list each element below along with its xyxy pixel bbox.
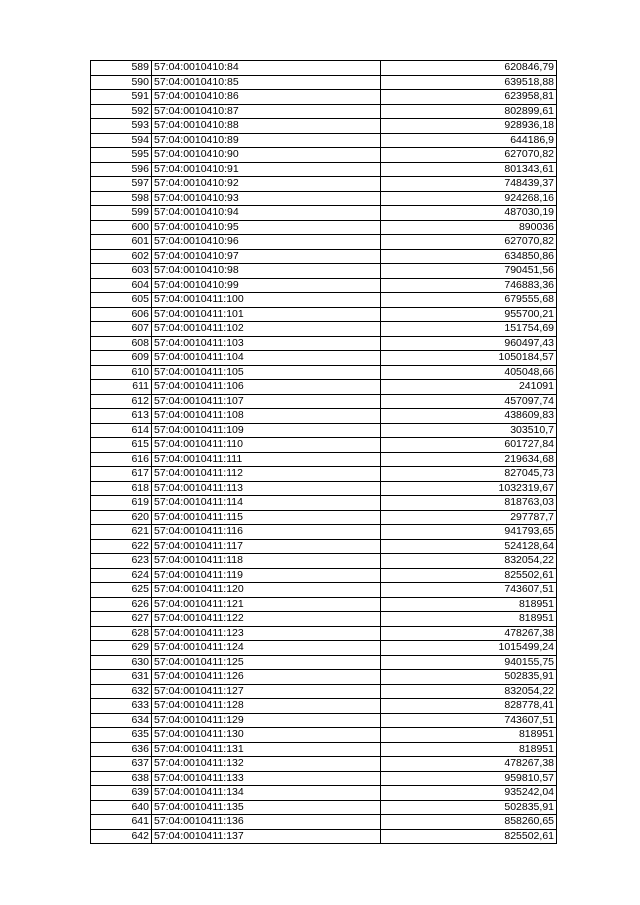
- cadastral-value-cell: 1050184,57: [381, 351, 557, 366]
- row-number-cell: 608: [91, 336, 152, 351]
- cadastral-number-cell: 57:04:0010411:105: [152, 365, 381, 380]
- table-row: [91, 61, 557, 76]
- table-row: [91, 75, 557, 90]
- row-number-cell: 619: [91, 496, 152, 511]
- cadastral-number-cell: 57:04:0010411:109: [152, 423, 381, 438]
- table-row: [91, 829, 557, 844]
- cadastral-number-cell: 57:04:0010411:134: [152, 786, 381, 801]
- cadastral-number-cell: 57:04:0010411:126: [152, 670, 381, 685]
- cadastral-value-cell: 478267,38: [381, 626, 557, 641]
- table-row: [91, 670, 557, 685]
- table-row: [91, 728, 557, 743]
- cadastral-number-cell: 57:04:0010411:119: [152, 568, 381, 583]
- table-row: [91, 90, 557, 105]
- cadastral-value-cell: 634850,86: [381, 249, 557, 264]
- row-number-cell: 641: [91, 815, 152, 830]
- row-number-cell: 617: [91, 467, 152, 482]
- table-row: [91, 641, 557, 656]
- cadastral-value-cell: 832054,22: [381, 684, 557, 699]
- cadastral-number-cell: 57:04:0010411:101: [152, 307, 381, 322]
- cadastral-value-cell: 818951: [381, 612, 557, 627]
- cadastral-number-cell: 57:04:0010411:110: [152, 438, 381, 453]
- table-row: [91, 336, 557, 351]
- row-number-cell: 635: [91, 728, 152, 743]
- cadastral-number-cell: 57:04:0010411:115: [152, 510, 381, 525]
- cadastral-value-cell: 924268,16: [381, 191, 557, 206]
- cadastral-number-cell: 57:04:0010410:86: [152, 90, 381, 105]
- cadastral-value-cell: 818763,03: [381, 496, 557, 511]
- table-row: [91, 235, 557, 250]
- cadastral-value-cell: 457097,74: [381, 394, 557, 409]
- cadastral-value-cell: 825502,61: [381, 829, 557, 844]
- row-number-cell: 640: [91, 800, 152, 815]
- table-row: [91, 742, 557, 757]
- cadastral-value-cell: 935242,04: [381, 786, 557, 801]
- table-row: [91, 206, 557, 221]
- row-number-cell: 607: [91, 322, 152, 337]
- cadastral-number-cell: 57:04:0010411:106: [152, 380, 381, 395]
- cadastral-value-cell: 620846,79: [381, 61, 557, 76]
- cadastral-value-cell: 959810,57: [381, 771, 557, 786]
- row-number-cell: 633: [91, 699, 152, 714]
- cadastral-number-cell: 57:04:0010411:116: [152, 525, 381, 540]
- cadastral-value-cell: 941793,65: [381, 525, 557, 540]
- cadastral-number-cell: 57:04:0010411:107: [152, 394, 381, 409]
- table-row: [91, 597, 557, 612]
- row-number-cell: 621: [91, 525, 152, 540]
- table-row: [91, 351, 557, 366]
- cadastral-number-cell: 57:04:0010411:125: [152, 655, 381, 670]
- table-row: [91, 699, 557, 714]
- table-row: [91, 409, 557, 424]
- cadastral-value-cell: 832054,22: [381, 554, 557, 569]
- table-row: [91, 438, 557, 453]
- table-row: [91, 510, 557, 525]
- cadastral-value-cell: 679555,68: [381, 293, 557, 308]
- cadastral-value-cell: 524128,64: [381, 539, 557, 554]
- cadastral-number-cell: 57:04:0010411:117: [152, 539, 381, 554]
- cadastral-value-cell: 801343,61: [381, 162, 557, 177]
- cadastral-number-cell: 57:04:0010410:99: [152, 278, 381, 293]
- cadastral-value-cell: 1032319,67: [381, 481, 557, 496]
- cadastral-value-cell: 746883,36: [381, 278, 557, 293]
- table-row: [91, 525, 557, 540]
- cadastral-number-cell: 57:04:0010411:114: [152, 496, 381, 511]
- cadastral-value-cell: 748439,37: [381, 177, 557, 192]
- table-row: [91, 496, 557, 511]
- table-row: [91, 119, 557, 134]
- row-number-cell: 592: [91, 104, 152, 119]
- cadastral-number-cell: 57:04:0010411:102: [152, 322, 381, 337]
- row-number-cell: 642: [91, 829, 152, 844]
- cadastral-number-cell: 57:04:0010411:120: [152, 583, 381, 598]
- table-row: [91, 554, 557, 569]
- table-body: [91, 61, 557, 844]
- row-number-cell: 609: [91, 351, 152, 366]
- row-number-cell: 625: [91, 583, 152, 598]
- cadastral-number-cell: 57:04:0010411:103: [152, 336, 381, 351]
- cadastral-value-cell: 297787,7: [381, 510, 557, 525]
- row-number-cell: 620: [91, 510, 152, 525]
- table-row: [91, 786, 557, 801]
- cadastral-value-cell: 743607,51: [381, 713, 557, 728]
- cadastral-value-cell: 623958,81: [381, 90, 557, 105]
- row-number-cell: 614: [91, 423, 152, 438]
- cadastral-value-cell: 303510,7: [381, 423, 557, 438]
- table-row: [91, 815, 557, 830]
- table-row: [91, 162, 557, 177]
- row-number-cell: 601: [91, 235, 152, 250]
- cadastral-value-cell: 478267,38: [381, 757, 557, 772]
- cadastral-value-cell: 955700,21: [381, 307, 557, 322]
- cadastral-number-cell: 57:04:0010410:84: [152, 61, 381, 76]
- row-number-cell: 594: [91, 133, 152, 148]
- table-row: [91, 380, 557, 395]
- row-number-cell: 589: [91, 61, 152, 76]
- cadastral-number-cell: 57:04:0010411:132: [152, 757, 381, 772]
- cadastral-value-cell: 502835,91: [381, 800, 557, 815]
- table-row: [91, 307, 557, 322]
- cadastral-value-cell: 219634,68: [381, 452, 557, 467]
- cadastral-number-cell: 57:04:0010411:133: [152, 771, 381, 786]
- cadastral-number-cell: 57:04:0010410:88: [152, 119, 381, 134]
- row-number-cell: 627: [91, 612, 152, 627]
- cadastral-value-cell: 644186,9: [381, 133, 557, 148]
- cadastral-value-cell: 743607,51: [381, 583, 557, 598]
- cadastral-value-cell: 802899,61: [381, 104, 557, 119]
- cadastral-value-cell: 601727,84: [381, 438, 557, 453]
- cadastral-value-cell: 825502,61: [381, 568, 557, 583]
- cadastral-number-cell: 57:04:0010411:130: [152, 728, 381, 743]
- table-row: [91, 539, 557, 554]
- table-row: [91, 104, 557, 119]
- cadastral-value-cell: 627070,82: [381, 148, 557, 163]
- cadastral-number-cell: 57:04:0010411:100: [152, 293, 381, 308]
- row-number-cell: 591: [91, 90, 152, 105]
- cadastral-number-cell: 57:04:0010411:131: [152, 742, 381, 757]
- cadastral-number-cell: 57:04:0010410:96: [152, 235, 381, 250]
- cadastral-value-cell: 1015499,24: [381, 641, 557, 656]
- row-number-cell: 600: [91, 220, 152, 235]
- row-number-cell: 605: [91, 293, 152, 308]
- row-number-cell: 602: [91, 249, 152, 264]
- row-number-cell: 615: [91, 438, 152, 453]
- row-number-cell: 638: [91, 771, 152, 786]
- row-number-cell: 597: [91, 177, 152, 192]
- row-number-cell: 626: [91, 597, 152, 612]
- cadastral-number-cell: 57:04:0010410:87: [152, 104, 381, 119]
- row-number-cell: 610: [91, 365, 152, 380]
- cadastral-value-cell: 151754,69: [381, 322, 557, 337]
- table-row: [91, 133, 557, 148]
- cadastral-number-cell: 57:04:0010411:121: [152, 597, 381, 612]
- row-number-cell: 613: [91, 409, 152, 424]
- table-row: [91, 626, 557, 641]
- cadastral-value-cell: 890036: [381, 220, 557, 235]
- table-row: [91, 177, 557, 192]
- cadastral-value-cell: 639518,88: [381, 75, 557, 90]
- cadastral-number-cell: 57:04:0010410:95: [152, 220, 381, 235]
- table-row: [91, 264, 557, 279]
- cadastral-number-cell: 57:04:0010411:122: [152, 612, 381, 627]
- row-number-cell: 599: [91, 206, 152, 221]
- cadastral-value-cell: 438609,83: [381, 409, 557, 424]
- row-number-cell: 622: [91, 539, 152, 554]
- row-number-cell: 632: [91, 684, 152, 699]
- cadastral-number-cell: 57:04:0010411:136: [152, 815, 381, 830]
- cadastral-value-cell: 818951: [381, 597, 557, 612]
- row-number-cell: 595: [91, 148, 152, 163]
- cadastral-number-cell: 57:04:0010411:127: [152, 684, 381, 699]
- table-row: [91, 800, 557, 815]
- row-number-cell: 634: [91, 713, 152, 728]
- row-number-cell: 616: [91, 452, 152, 467]
- row-number-cell: 623: [91, 554, 152, 569]
- cadastral-number-cell: 57:04:0010411:124: [152, 641, 381, 656]
- table-row: [91, 771, 557, 786]
- cadastral-number-cell: 57:04:0010410:98: [152, 264, 381, 279]
- row-number-cell: 590: [91, 75, 152, 90]
- cadastral-number-cell: 57:04:0010411:113: [152, 481, 381, 496]
- table-row: [91, 220, 557, 235]
- row-number-cell: 606: [91, 307, 152, 322]
- table-row: [91, 568, 557, 583]
- cadastral-number-cell: 57:04:0010411:137: [152, 829, 381, 844]
- cadastral-value-cell: 241091: [381, 380, 557, 395]
- row-number-cell: 611: [91, 380, 152, 395]
- cadastral-number-cell: 57:04:0010411:128: [152, 699, 381, 714]
- row-number-cell: 612: [91, 394, 152, 409]
- cadastral-number-cell: 57:04:0010410:90: [152, 148, 381, 163]
- table-row: [91, 365, 557, 380]
- cadastral-value-cell: 818951: [381, 728, 557, 743]
- cadastral-value-cell: 487030,19: [381, 206, 557, 221]
- cadastral-number-cell: 57:04:0010411:135: [152, 800, 381, 815]
- cadastral-number-cell: 57:04:0010410:94: [152, 206, 381, 221]
- table-row: [91, 612, 557, 627]
- row-number-cell: 630: [91, 655, 152, 670]
- cadastral-number-cell: 57:04:0010411:123: [152, 626, 381, 641]
- table-row: [91, 249, 557, 264]
- cadastral-value-cell: 790451,56: [381, 264, 557, 279]
- table-row: [91, 713, 557, 728]
- table-row: [91, 583, 557, 598]
- row-number-cell: 639: [91, 786, 152, 801]
- cadastral-number-cell: 57:04:0010411:111: [152, 452, 381, 467]
- cadastral-number-cell: 57:04:0010410:85: [152, 75, 381, 90]
- table-row: [91, 191, 557, 206]
- cadastral-number-cell: 57:04:0010410:97: [152, 249, 381, 264]
- cadastral-value-cell: 405048,66: [381, 365, 557, 380]
- cadastral-value-cell: 828778,41: [381, 699, 557, 714]
- cadastral-value-cell: 827045,73: [381, 467, 557, 482]
- row-number-cell: 598: [91, 191, 152, 206]
- cadastral-number-cell: 57:04:0010411:129: [152, 713, 381, 728]
- table-row: [91, 684, 557, 699]
- cadastral-value-cell: 818951: [381, 742, 557, 757]
- cadastral-number-cell: 57:04:0010410:92: [152, 177, 381, 192]
- cadastral-number-cell: 57:04:0010411:118: [152, 554, 381, 569]
- cadastral-value-cell: 627070,82: [381, 235, 557, 250]
- table-row: [91, 293, 557, 308]
- table-row: [91, 655, 557, 670]
- row-number-cell: 593: [91, 119, 152, 134]
- cadastral-number-cell: 57:04:0010410:89: [152, 133, 381, 148]
- table-row: [91, 757, 557, 772]
- cadastral-number-cell: 57:04:0010411:104: [152, 351, 381, 366]
- cadastral-number-cell: 57:04:0010410:91: [152, 162, 381, 177]
- cadastral-value-cell: 928936,18: [381, 119, 557, 134]
- row-number-cell: 603: [91, 264, 152, 279]
- table-row: [91, 148, 557, 163]
- table-row: [91, 481, 557, 496]
- cadastral-value-cell: 960497,43: [381, 336, 557, 351]
- cadastral-number-cell: 57:04:0010411:108: [152, 409, 381, 424]
- row-number-cell: 624: [91, 568, 152, 583]
- table-row: [91, 278, 557, 293]
- table-row: [91, 322, 557, 337]
- row-number-cell: 604: [91, 278, 152, 293]
- cadastral-value-cell: 940155,75: [381, 655, 557, 670]
- table-row: [91, 423, 557, 438]
- cadastral-value-cell: 502835,91: [381, 670, 557, 685]
- cadastral-value-table: [90, 60, 557, 844]
- row-number-cell: 631: [91, 670, 152, 685]
- cadastral-number-cell: 57:04:0010410:93: [152, 191, 381, 206]
- cadastral-value-cell: 858260,65: [381, 815, 557, 830]
- row-number-cell: 628: [91, 626, 152, 641]
- table-row: [91, 467, 557, 482]
- row-number-cell: 596: [91, 162, 152, 177]
- row-number-cell: 618: [91, 481, 152, 496]
- row-number-cell: 637: [91, 757, 152, 772]
- row-number-cell: 636: [91, 742, 152, 757]
- table-row: [91, 394, 557, 409]
- table-row: [91, 452, 557, 467]
- cadastral-number-cell: 57:04:0010411:112: [152, 467, 381, 482]
- row-number-cell: 629: [91, 641, 152, 656]
